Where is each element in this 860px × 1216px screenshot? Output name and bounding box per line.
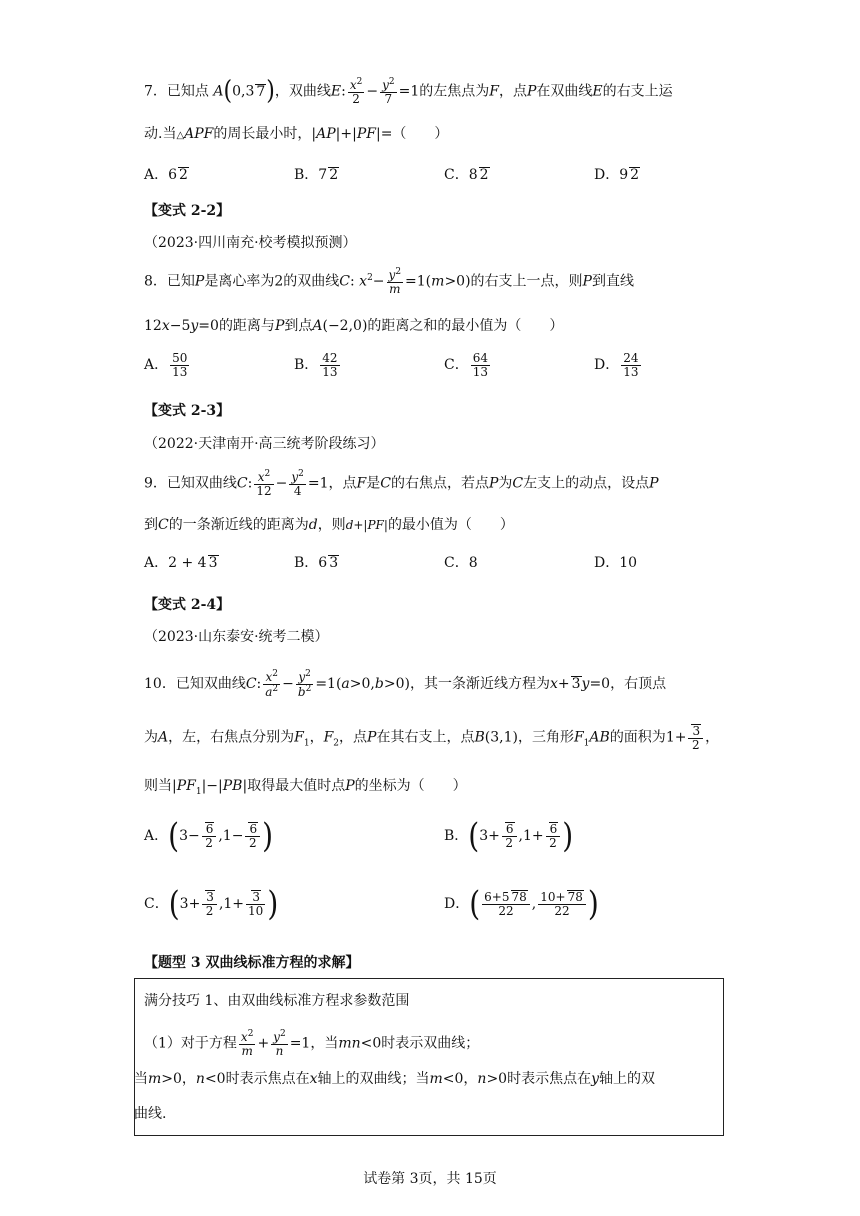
q7-option-d[interactable]: D．9 2 <box>594 167 640 183</box>
q8-text: 2 <box>274 273 284 290</box>
q7-text: ，双曲线 <box>274 83 331 100</box>
q8-option-d[interactable]: D． $\frac{24}{13}$ <box>594 351 639 379</box>
q10-text: ，其一条渐近线方程为 <box>409 676 550 693</box>
variant-2-3-source: （2022·天津南开·高三统考阶段练习） <box>144 436 385 452</box>
variant-2-4-source: （2023·山东泰安·统考二模） <box>144 629 329 645</box>
q9-number: 9． <box>144 475 167 492</box>
q10-text: ，三角形 <box>517 729 574 746</box>
tip-title: 满分技巧 1、由双曲线标准方程求参数范围 <box>144 993 410 1009</box>
q10-option-a[interactable]: A．(3− $\frac{6}{2}$ ,1− $\frac{6}{2}$ ) <box>144 815 274 856</box>
q8-text: 是离心率为 <box>204 273 275 290</box>
q10-text: 则当 <box>144 778 172 794</box>
q9-option-a[interactable]: A．2 + 4 3 <box>144 555 218 571</box>
q10-number: 10． <box>144 676 176 693</box>
q7-option-a[interactable]: A．6 2 <box>144 167 188 183</box>
q10-text: 的面积为 <box>609 729 666 746</box>
q7-text: =（ ） <box>380 126 449 142</box>
tip-text: 时表示双曲线； <box>381 1035 480 1052</box>
q9-option-c[interactable]: C．8 <box>444 555 478 571</box>
q9-text: 到 <box>144 517 158 533</box>
tip-text: 时表示焦点在 <box>225 1071 310 1087</box>
tip-text: ，当 <box>310 1035 339 1052</box>
q7-text: 的右支上运 <box>602 83 673 100</box>
tip-text: ， <box>463 1071 478 1087</box>
tip-text: ， <box>181 1071 196 1087</box>
q8-line2: 12x−5y=0的距离与P到点A(−2,0)的距离之和的最小值为（ ） <box>144 318 564 334</box>
q8-text: 已知 <box>166 273 195 290</box>
q10-option-b[interactable]: B．(3+ $\frac{6}{2}$ ,1+ $\frac{6}{2}$ ) <box>444 815 574 856</box>
q8-option-b[interactable]: B． $\frac{42}{13}$ <box>294 351 338 379</box>
q9-text: 已知双曲线 <box>166 475 237 492</box>
q9-text: ，则 <box>317 517 346 533</box>
q10-option-c[interactable]: C．(3+ $\frac{3}{2}$ ,1+ $\frac{3}{10}$ ) <box>144 883 279 924</box>
q9-text: 为 <box>498 475 513 492</box>
q7-line1: 7．已知点 A(0,3 7)，双曲线E: $\frac{x^2}{2}$ − $\frac{y^2}{7}$ =1的左焦点为F，点P在双曲线E的右支上运 <box>144 75 673 106</box>
variant-2-3-title: 【变式 2-3】 <box>144 403 231 419</box>
q7-text: 的周长最小时， <box>213 126 312 142</box>
q10-text: 取得最大值时点 <box>247 778 346 794</box>
q8-line1: 8．已知P是离心率为2的双曲线C: $x^2-$ $\frac{y^2}{m}$ =1(m>0)的右支上一点，则P到直线 <box>144 267 634 296</box>
variant-2-4-title: 【变式 2-4】 <box>144 597 231 613</box>
q10-text: ，右顶点 <box>610 676 667 693</box>
q10-text: 的坐标为（ ） <box>354 778 467 794</box>
q10-text: 已知双曲线 <box>175 676 246 693</box>
q10-text: ，点 <box>339 729 368 746</box>
q8-number: 8． <box>144 273 167 290</box>
q8-text: 的右支上一点，则 <box>470 273 583 290</box>
page-footer: 试卷第 3页，共 15页 <box>363 1171 497 1187</box>
q10-line3: 则当$|PF_1|-|PB|$取得最大值时点P的坐标为（ ） <box>144 778 467 797</box>
q7-text: 在双曲线 <box>536 83 593 100</box>
q10-text: ，左，右焦点分别为 <box>168 729 295 746</box>
q7-number: 7． <box>144 83 167 100</box>
section-title: 【题型 3 双曲线标准方程的求解】 <box>144 955 360 971</box>
q8-option-a[interactable]: A． $\frac{50}{13}$ <box>144 351 188 379</box>
q9-line2: 到C的一条渐近线的距离为d，则d+|PF|的最小值为（ ） <box>144 517 514 533</box>
q10-line1: 10．已知双曲线C: $\frac{x^2}{a^2}$ − $\frac{y^2}{b^2}$ =1(a>0,b>0)，其一条渐近线方程为x+ 3y=0，右顶点 <box>144 669 667 699</box>
q8-text: 的距离之和的最小值为（ ） <box>367 318 564 334</box>
variant-2-2-source: （2023·四川南充·校考模拟预测） <box>144 235 357 251</box>
q10-text: 为 <box>144 729 158 746</box>
q9-text: 左支上的动点，设点 <box>523 475 650 492</box>
q9-text: ，点 <box>328 475 357 492</box>
q9-line1: 9．已知双曲线C: $\frac{x^2}{12}$ − $\frac{y^2}{4}$ =1，点F是C的右焦点，若点P为C左支上的动点，设点P <box>144 469 659 498</box>
tip-text: （1）对于方程 <box>144 1035 237 1052</box>
q7-line2: 动.当△APF的周长最小时，|AP|+|PF|=（ ） <box>144 126 449 142</box>
q8-text: 到点 <box>284 318 313 334</box>
q8-text: 的距离与 <box>218 318 275 334</box>
q7-option-b[interactable]: B．7 2 <box>294 167 339 183</box>
tip-line2: 当m>0，n<0时表示焦点在x轴上的双曲线；当m<0，n>0时表示焦点在y轴上的双 <box>134 1071 656 1087</box>
tip-line1: （1）对于方程 $\frac{x^2}{m}$ + $\frac{y^2}{n}$ =1，当mn<0时表示双曲线； <box>144 1029 480 1058</box>
q9-option-b[interactable]: B．6 3 <box>294 555 339 571</box>
q10-line2: 为A，左，右焦点分别为$F_1$，$F_2$，点P在其右支上，点B(3,1)，三角形$F_1AB$的面积为1+ $\frac{3}{2}$ ， <box>144 724 720 752</box>
q7-text: 动.当 <box>144 126 177 142</box>
q8-option-c[interactable]: C． $\frac{64}{13}$ <box>444 351 488 379</box>
q10-text: 在其右支上，点 <box>376 729 475 746</box>
q7-option-c[interactable]: C．8 2 <box>444 167 489 183</box>
q8-text: 的双曲线 <box>283 273 340 290</box>
tip-text: 轴上的双 <box>599 1071 656 1087</box>
tip-line3: 曲线. <box>134 1106 167 1122</box>
q7-text: 的左焦点为 <box>419 83 490 100</box>
tip-text: 当 <box>134 1071 148 1087</box>
q9-text: 的最小值为（ ） <box>387 517 514 533</box>
q9-text: 的一条渐近线的距离为 <box>168 517 309 533</box>
q10-option-d[interactable]: D．( $\frac{6+5 78}{22}$ , $\frac{10+ 78}{22}$ ) <box>444 883 599 924</box>
tip-text: 时表示焦点在 <box>507 1071 592 1087</box>
q9-option-d[interactable]: D．10 <box>594 555 638 571</box>
q8-text: 到直线 <box>591 273 634 290</box>
q7-text: ，点 <box>498 83 527 100</box>
q9-text: 是 <box>366 475 381 492</box>
variant-2-2-title: 【变式 2-2】 <box>144 203 231 219</box>
tip-text: 轴上的双曲线；当 <box>317 1071 430 1087</box>
q7-text: 已知点 <box>166 83 209 100</box>
q9-text: 的右焦点，若点 <box>390 475 489 492</box>
